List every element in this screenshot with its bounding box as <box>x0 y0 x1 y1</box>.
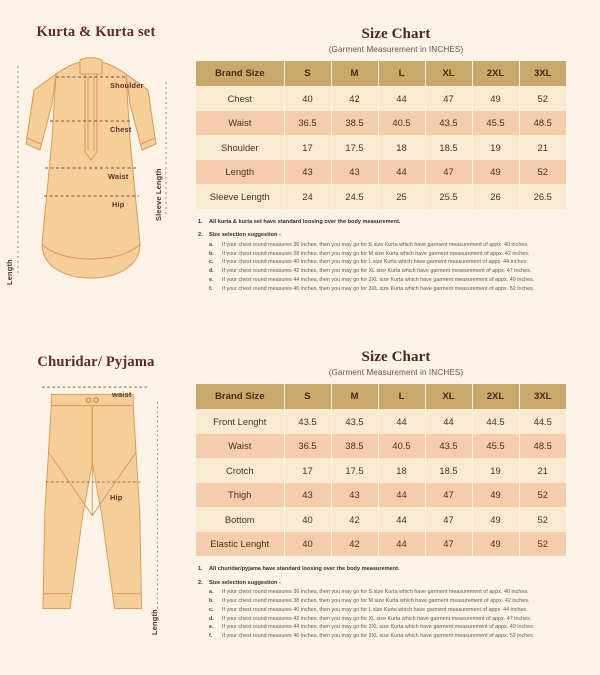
pyjama-suggestion-list <box>198 588 590 641</box>
cell: 17.5 <box>331 135 378 160</box>
pyjama-notes <box>198 566 590 641</box>
cell: 44.5 <box>472 409 519 434</box>
row-label: Waist <box>196 111 284 136</box>
table-row <box>196 458 566 483</box>
pyjama-section <box>0 330 600 675</box>
note-2-text: Size selection suggestion - <box>209 579 281 586</box>
cell: 52 <box>519 160 566 185</box>
cell: 43.5 <box>425 111 472 136</box>
cell: 36.5 <box>284 111 331 136</box>
note-1 <box>198 566 590 573</box>
table-header-row <box>196 61 566 86</box>
item-text: If your chest round measures 38 inches, then you may go for M size Kurta which have garment measurement of appx. 42 inches. <box>222 598 530 605</box>
cell: 44.5 <box>519 409 566 434</box>
item-text: If your chest round measures 44 inches, then you may go for 2XL size Kurta which have garment measurement of appx. 49 inches. <box>222 624 535 631</box>
table-row <box>196 111 566 136</box>
item-letter: c. <box>209 259 214 266</box>
list-item <box>198 258 590 267</box>
cell: 44 <box>378 507 425 532</box>
item-text: If your chest round measures 42 inches, then you may go for XL size Kurta which have garment measurement of appx. 47 inches. <box>222 268 532 275</box>
table-row <box>196 160 566 185</box>
cell: 17 <box>284 458 331 483</box>
cell: 19 <box>472 135 519 160</box>
kurta-size-table <box>196 61 566 209</box>
column-header: Brand Size <box>196 61 284 86</box>
item-text: If your chest round measures 44 inches, then you may go for 2XL size Kurta which have garment measurement of appx. 49 inches. <box>222 276 535 283</box>
row-label: Length <box>196 160 284 185</box>
list-item <box>198 615 590 624</box>
table-row <box>196 532 566 557</box>
list-item <box>198 241 590 250</box>
column-header: S <box>284 61 331 86</box>
cell: 49 <box>472 507 519 532</box>
item-text: If your chest round measures 46 inches, then you may go for 3XL size Kurta which have garment measurement of appx. 52 inches. <box>222 633 535 640</box>
column-header: M <box>331 384 378 409</box>
item-letter: e. <box>209 624 214 631</box>
note-2 <box>198 580 590 587</box>
cell: 25.5 <box>425 184 472 209</box>
note-2 <box>198 232 590 239</box>
column-header: 3XL <box>519 61 566 86</box>
cell: 19 <box>472 458 519 483</box>
kurta-label-waist: Waist <box>108 172 129 181</box>
cell: 43 <box>331 483 378 508</box>
item-letter: a. <box>209 241 214 248</box>
list-item <box>198 623 590 632</box>
cell: 44 <box>378 409 425 434</box>
cell: 49 <box>472 86 519 111</box>
kurta-illustration-column <box>0 0 192 330</box>
cell: 52 <box>519 86 566 111</box>
pyjama-chart-title: Size Chart <box>361 349 431 365</box>
pyjama-chart-subtitle: (Garment Measurement in INCHES) <box>328 368 464 377</box>
cell: 17 <box>284 135 331 160</box>
cell: 40 <box>284 532 331 557</box>
column-header: 2XL <box>472 384 519 409</box>
cell: 45.5 <box>472 434 519 459</box>
column-header: S <box>284 384 331 409</box>
cell: 52 <box>519 483 566 508</box>
row-label: Elastic Lenght <box>196 532 284 557</box>
cell: 52 <box>519 532 566 557</box>
cell: 49 <box>472 160 519 185</box>
list-item <box>198 276 590 285</box>
table-row <box>196 184 566 209</box>
cell: 47 <box>425 507 472 532</box>
cell: 45.5 <box>472 111 519 136</box>
column-header: XL <box>425 61 472 86</box>
kurta-chart-title: Size Chart <box>361 26 431 42</box>
column-header: L <box>378 384 425 409</box>
note-2-number: 2. <box>198 579 203 586</box>
row-label: Crotch <box>196 458 284 483</box>
item-letter: b. <box>209 250 214 257</box>
table-header-row <box>196 384 566 409</box>
cell: 44 <box>378 160 425 185</box>
cell: 43 <box>284 483 331 508</box>
cell: 47 <box>425 483 472 508</box>
item-text: If your chest round measures 38 inches, then you may go for M size Kurta which have garment measurement of appx. 42 inches. <box>222 250 530 257</box>
note-1-text: All churidar/pyjama have standard loosing over the body measurement. <box>209 566 400 572</box>
row-label: Waist <box>196 434 284 459</box>
item-letter: b. <box>209 598 214 605</box>
column-header: M <box>331 61 378 86</box>
row-label: Shoulder <box>196 135 284 160</box>
list-item <box>198 285 590 294</box>
table-row <box>196 409 566 434</box>
pyjama-drawing <box>0 374 192 644</box>
table-row <box>196 483 566 508</box>
kurta-label-shoulder: Shoulder <box>110 81 144 90</box>
table-row <box>196 135 566 160</box>
cell: 44 <box>378 86 425 111</box>
pyjama-label-length: Length <box>150 609 159 635</box>
cell: 49 <box>472 483 519 508</box>
column-header: L <box>378 61 425 86</box>
kurta-section-title: Kurta & Kurta set <box>36 24 156 40</box>
cell: 18 <box>378 135 425 160</box>
item-text: If your chest round measures 46 inches, then you may go for 3XL size Kurta which have garment measurement of appx. 52 inches. <box>222 285 535 292</box>
cell: 44 <box>425 409 472 434</box>
pyjama-label-waist: waist <box>112 390 132 399</box>
cell: 21 <box>519 135 566 160</box>
cell: 40 <box>284 507 331 532</box>
kurta-suggestion-list <box>198 241 590 294</box>
cell: 43 <box>331 160 378 185</box>
row-label: Sleeve Length <box>196 184 284 209</box>
cell: 21 <box>519 458 566 483</box>
cell: 47 <box>425 160 472 185</box>
table-row <box>196 86 566 111</box>
note-1-number: 1. <box>198 218 203 225</box>
list-item <box>198 606 590 615</box>
cell: 40 <box>284 86 331 111</box>
item-letter: f. <box>209 633 213 640</box>
cell: 48.5 <box>519 434 566 459</box>
row-label: Thigh <box>196 483 284 508</box>
item-letter: e. <box>209 276 214 283</box>
list-item <box>198 250 590 259</box>
cell: 42 <box>331 507 378 532</box>
kurta-label-sleeve-length: Sleeve Length <box>154 168 163 221</box>
item-text: If your chest round measures 40 inches, then you may go for L size Kurta which have garment measurement of appx. 44 inches. <box>222 259 528 266</box>
note-2-number: 2. <box>198 232 203 239</box>
kurta-figure <box>0 44 192 314</box>
kurta-label-hip: Hip <box>112 200 125 209</box>
cell: 47 <box>425 86 472 111</box>
pyjama-size-table <box>196 384 566 556</box>
pyjama-illustration-column <box>0 330 192 675</box>
cell: 18.5 <box>425 458 472 483</box>
item-letter: c. <box>209 606 214 613</box>
cell: 26.5 <box>519 184 566 209</box>
cell: 43.5 <box>284 409 331 434</box>
cell: 24.5 <box>331 184 378 209</box>
cell: 38.5 <box>331 434 378 459</box>
column-header: XL <box>425 384 472 409</box>
table-row <box>196 507 566 532</box>
item-letter: d. <box>209 615 214 622</box>
cell: 18 <box>378 458 425 483</box>
list-item <box>198 588 590 597</box>
cell: 49 <box>472 532 519 557</box>
item-letter: d. <box>209 268 214 275</box>
list-item <box>198 597 590 606</box>
note-2-text: Size selection suggestion - <box>209 232 281 239</box>
cell: 24 <box>284 184 331 209</box>
cell: 25 <box>378 184 425 209</box>
row-label: Bottom <box>196 507 284 532</box>
row-label: Front Lenght <box>196 409 284 434</box>
cell: 52 <box>519 507 566 532</box>
cell: 44 <box>378 483 425 508</box>
pyjama-label-hip: Hip <box>110 493 123 502</box>
cell: 48.5 <box>519 111 566 136</box>
pyjama-figure <box>0 374 192 644</box>
table-row <box>196 434 566 459</box>
cell: 43.5 <box>425 434 472 459</box>
pyjama-chart-column <box>192 330 600 675</box>
cell: 40.5 <box>378 434 425 459</box>
item-letter: a. <box>209 589 214 596</box>
cell: 42 <box>331 86 378 111</box>
cell: 43.5 <box>331 409 378 434</box>
item-text: If your chest round measures 36 inches, then you may go for S size Kurta which have garment measurement of appx. 40 inches. <box>222 589 529 596</box>
kurta-label-length: Length <box>5 259 14 285</box>
cell: 43 <box>284 160 331 185</box>
cell: 18.5 <box>425 135 472 160</box>
column-header: 3XL <box>519 384 566 409</box>
list-item <box>198 632 590 641</box>
kurta-section <box>0 0 600 330</box>
cell: 38.5 <box>331 111 378 136</box>
item-text: If your chest round measures 42 inches, then you may go for XL size Kurta which have garment measurement of appx. 47 inches. <box>222 615 532 622</box>
item-letter: f. <box>209 285 213 292</box>
cell: 36.5 <box>284 434 331 459</box>
cell: 44 <box>378 532 425 557</box>
kurta-chart-subtitle: (Garment Measurement in INCHES) <box>328 45 464 54</box>
cell: 17.5 <box>331 458 378 483</box>
item-text: If your chest round measures 36 inches, then you may go for S size Kurta which have garment measurement of appx. 40 inches. <box>222 241 529 248</box>
kurta-chart-column <box>192 0 600 330</box>
column-header: Brand Size <box>196 384 284 409</box>
column-header: 2XL <box>472 61 519 86</box>
pyjama-section-title: Churidar/ Pyjama <box>37 354 155 370</box>
cell: 42 <box>331 532 378 557</box>
kurta-label-chest: Chest <box>110 125 132 134</box>
cell: 47 <box>425 532 472 557</box>
kurta-drawing <box>0 44 192 314</box>
note-1-number: 1. <box>198 566 203 572</box>
cell: 40.5 <box>378 111 425 136</box>
note-1-text: All kurta & kurta set have standard loosing over the body measurement. <box>209 218 401 225</box>
note-1 <box>198 219 590 226</box>
kurta-notes <box>198 219 590 294</box>
list-item <box>198 267 590 276</box>
item-text: If your chest round measures 40 inches, then you may go for L size Kurta which have garment measurement of appx. 44 inches. <box>222 606 528 613</box>
cell: 26 <box>472 184 519 209</box>
row-label: Chest <box>196 86 284 111</box>
